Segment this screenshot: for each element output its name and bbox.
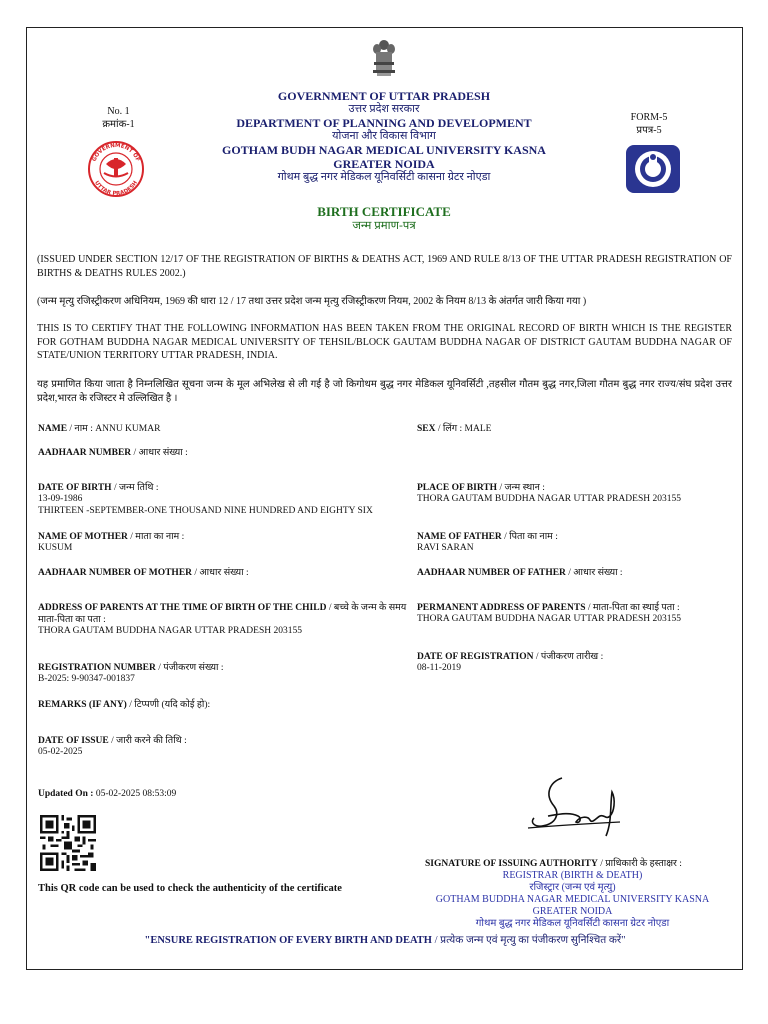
issued-under-en: (ISSUED UNDER SECTION 12/17 OF THE REGISTRATION OF BIRTHS & DEATHS ACT, 1969 AND RULE 8/13 OF THE UTTAR PRADESH REGISTRATION OF BIRTHS & DEATHS RULES 2002.) <box>37 254 732 279</box>
doc-number-en: No. 1 <box>107 106 130 117</box>
field-address-perm-label-hi: / माता-पिता का स्थाई पता : <box>585 603 680 613</box>
field-reg-no-label-hi: / पंजीकरण संख्या : <box>155 663 224 673</box>
field-address-birth-label-hi: / बच्चे के जन्म के समय माता-पिता का पता : <box>38 603 407 625</box>
field-name-label: NAME <box>38 424 68 434</box>
title-en: BIRTH CERTIFICATE <box>317 204 451 219</box>
field-aadhaar-label-hi: / आधार संख्या : <box>131 448 188 458</box>
registrar-office-city: GREATER NOIDA <box>532 906 613 917</box>
header-office: GOTHAM BUDH NAGAR MEDICAL UNIVERSITY KASNA <box>222 143 546 157</box>
updated-on-value: 05-02-2025 08:53:09 <box>93 789 177 799</box>
field-dob <box>38 482 418 517</box>
field-dob-label-hi: / जन्म तिथि : <box>111 483 159 493</box>
registrar-title-hi: रजिस्ट्रार (जन्म एवं मृत्यु) <box>529 882 616 893</box>
seal-text-top: GOVERNMENT OF <box>91 142 141 163</box>
field-sex-value: MALE <box>464 424 492 434</box>
field-dob-value: 13-09-1986 <box>38 494 83 504</box>
field-issue-date-label: DATE OF ISSUE <box>38 736 109 746</box>
doc-number <box>96 106 141 131</box>
title-hi: जन्म प्रमाण-पत्र <box>352 220 416 232</box>
qr-code-icon[interactable] <box>40 815 96 871</box>
field-aadhaar-label: AADHAAR NUMBER <box>38 448 132 458</box>
field-address-perm-value: THORA GAUTAM BUDDHA NAGAR UTTAR PRADESH 203155 <box>417 614 681 624</box>
field-mother-label-hi: / माता का नाम : <box>127 532 185 542</box>
form-number <box>626 112 672 137</box>
header-government: GOVERNMENT OF UTTAR PRADESH <box>277 89 491 103</box>
form-number-en: FORM-5 <box>630 112 668 123</box>
field-aadhaar-father <box>417 567 732 579</box>
header <box>180 89 588 184</box>
field-mother-value: KUSUM <box>38 543 73 553</box>
field-reg-no-value: B-2025: 9-90347-001837 <box>38 674 135 684</box>
field-aadhaar <box>38 447 398 459</box>
uttar-pradesh-seal-icon <box>84 140 148 198</box>
certify-hi: यह प्रमाणित किया जाता है निम्नलिखित सूचना जन्म के मूल अभिलेख से ली गई है जो किगोथम बुद्ध नगर मेडिकल यूनिवर्सिटी ,तहसील गौतम बुद्ध नगर,जिला गौतम बुद्ध नगर राज्य/संघ प्रदेश उत्तर प्रदेश,भारत के रजिस्टर मे उल्लिखित है । <box>37 379 732 404</box>
field-address-birth <box>38 602 410 638</box>
updated-on <box>38 788 338 800</box>
field-remarks <box>38 699 398 711</box>
updated-on-label: Updated On : <box>38 789 94 799</box>
field-father <box>417 531 732 555</box>
field-reg-no-label: REGISTRATION NUMBER <box>38 663 156 673</box>
certify-en: THIS IS TO CERTIFY THAT THE FOLLOWING INFORMATION HAS BEEN TAKEN FROM THE ORIGINAL RECORD OF BIRTH WHICH IS THE REGISTER FOR GOTHAM BUDDHA NAGAR MEDICAL UNIVERSITY OF TEHSIL/BLOCK GAUTAM BUDDHA NAGAR OF DISTRICT GAUTAM BUDDHA NAGAR OF STATE/UNION TERRITORY UTTAR PRADESH, INDIA. <box>37 323 732 361</box>
field-sex-label-hi: / लिंग : <box>435 424 465 434</box>
field-remarks-label: REMARKS (IF ANY) <box>38 700 127 710</box>
signature-label-hi: / प्राधिकारी के हस्ताक्षर : <box>597 859 682 869</box>
header-department: DEPARTMENT OF PLANNING AND DEVELOPMENT <box>236 116 532 130</box>
field-registration-number <box>38 662 398 686</box>
signature-icon <box>520 772 630 842</box>
field-reg-date-label-hi: / पंजीकरण तारीख : <box>533 652 604 662</box>
form-number-hi: प्रपत्र-5 <box>636 124 662 136</box>
field-father-label: NAME OF FATHER <box>417 532 502 542</box>
header-department-hi: योजना और विकास विभाग <box>332 130 436 142</box>
seal-text-bottom: UTTAR PRADESH <box>93 180 139 198</box>
field-pob-label: PLACE OF BIRTH <box>417 483 498 493</box>
census-logo-icon <box>625 144 681 194</box>
certificate-title <box>234 204 534 233</box>
field-reg-date-label: DATE OF REGISTRATION <box>417 652 534 662</box>
footer-slogan-hi: / प्रत्येक जन्म एवं मृत्यु का पंजीकरण सुनिश्चित करें" <box>431 935 626 946</box>
registrar-office: GOTHAM BUDDHA NAGAR MEDICAL UNIVERSITY KASNA <box>435 894 710 905</box>
field-name <box>38 423 398 435</box>
field-father-label-hi: / पिता का नाम : <box>501 532 558 542</box>
footer-slogan <box>40 934 730 947</box>
signature-label <box>425 858 735 870</box>
header-office-hi: गोथम बुद्ध नगर मेडिकल यूनिवर्सिटी कासना ग्रेटर नोएडा <box>277 171 491 183</box>
field-aadhaar-mother-label-hi: / आधार संख्या : <box>192 568 249 578</box>
field-dob-words: THIRTEEN -SEPTEMBER-ONE THOUSAND NINE HUNDRED AND EIGHTY SIX <box>38 505 373 516</box>
field-aadhaar-father-label-hi: / आधार संख्या : <box>565 568 623 578</box>
field-mother <box>38 531 398 555</box>
registrar-office-hi: गोथम बुद्ध नगर मेडिकल यूनिवर्सिटी कासना ग्रेटर नोएडा <box>475 918 670 929</box>
header-office-city: GREATER NOIDA <box>333 157 435 171</box>
field-issue-date <box>38 735 398 759</box>
doc-number-hi: क्रमांक-1 <box>102 118 135 130</box>
registrar-block <box>420 870 725 930</box>
qr-note: This QR code can be used to check the authenticity of the certificate <box>38 883 342 894</box>
issued-under-hi: (जन्म मृत्यु रजिस्ट्रीकरण अधिनियम, 1969 की धारा 12 / 17 तथा उत्तर प्रदेश जन्म मृत्यु रजिस्ट्रीकरण नियम, 2002 के नियम 8/13 के अंतर्गत जारी किया गया ) <box>37 296 587 307</box>
field-sex-label: SEX <box>417 424 436 434</box>
field-name-value: ANNU KUMAR <box>95 424 161 434</box>
field-pob-label-hi: / जन्म स्थान : <box>497 483 545 493</box>
field-address-birth-value: THORA GAUTAM BUDDHA NAGAR UTTAR PRADESH 203155 <box>38 626 302 636</box>
field-registration-date <box>417 651 732 675</box>
national-emblem-icon <box>370 38 398 78</box>
field-father-value: RAVI SARAN <box>417 543 474 553</box>
field-pob-value: THORA GAUTAM BUDDHA NAGAR UTTAR PRADESH 203155 <box>417 494 681 504</box>
field-aadhaar-mother-label: AADHAAR NUMBER OF MOTHER <box>38 568 193 578</box>
field-name-label-hi: / नाम : <box>67 424 96 434</box>
field-remarks-label-hi: / टिप्पणी (यदि कोई हो): <box>126 700 211 710</box>
field-mother-label: NAME OF MOTHER <box>38 532 128 542</box>
field-reg-date-value: 08-11-2019 <box>417 663 461 673</box>
field-place-of-birth <box>417 482 732 506</box>
field-issue-date-label-hi: / जारी करने की तिथि : <box>108 736 187 746</box>
registrar-title: REGISTRAR (BIRTH & DEATH) <box>502 870 643 881</box>
field-permanent-address <box>417 602 732 626</box>
field-issue-date-value: 05-02-2025 <box>38 747 83 757</box>
field-address-perm-label: PERMANENT ADDRESS OF PARENTS <box>417 603 586 613</box>
field-aadhaar-father-label: AADHAAR NUMBER OF FATHER <box>417 568 566 578</box>
footer-slogan-en: "ENSURE REGISTRATION OF EVERY BIRTH AND DEATH <box>144 935 432 946</box>
field-sex <box>417 423 727 435</box>
field-address-birth-label: ADDRESS OF PARENTS AT THE TIME OF BIRTH OF THE CHILD <box>38 603 327 613</box>
field-aadhaar-mother <box>38 567 398 579</box>
field-dob-label: DATE OF BIRTH <box>38 483 112 493</box>
header-government-hi: उत्तर प्रदेश सरकार <box>348 103 420 115</box>
signature-label-en: SIGNATURE OF ISSUING AUTHORITY <box>425 859 598 869</box>
